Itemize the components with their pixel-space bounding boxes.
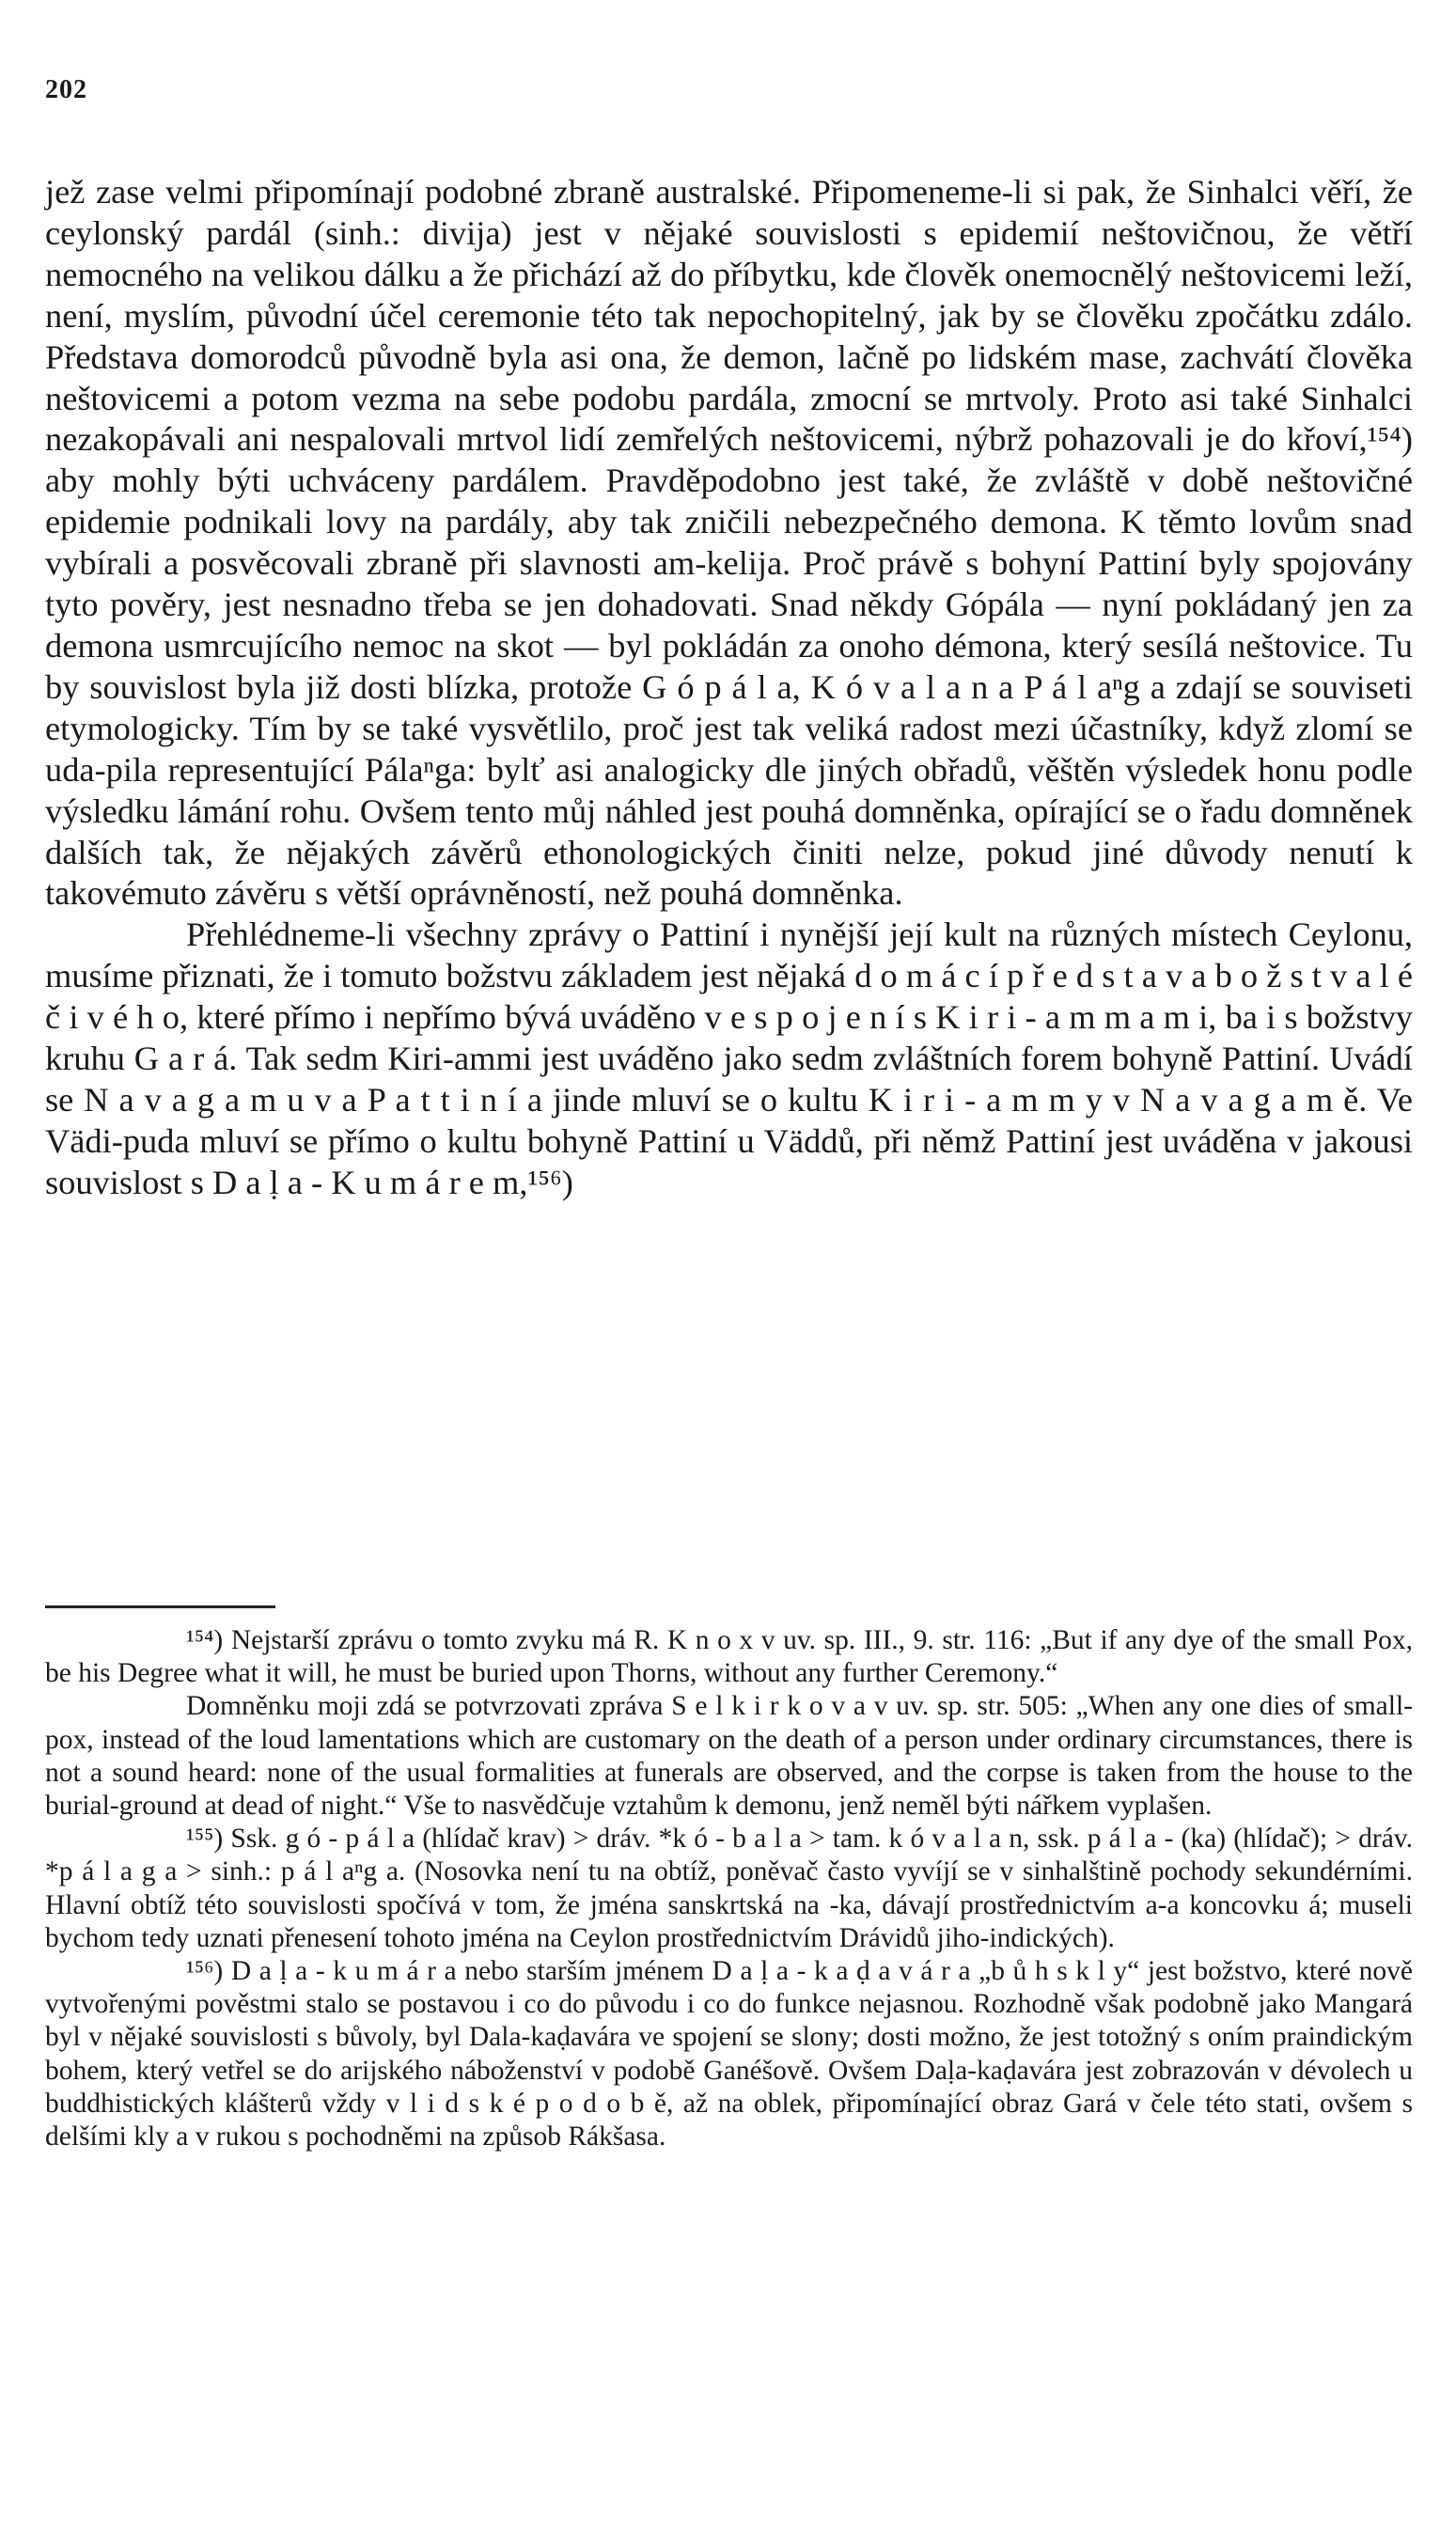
paragraph: Přehlédneme-li všechny zprávy o Pattiní i nynější její kult na různých místech Ceylonu, musíme přiznati, že i tomuto božstvu základem jest nějaká d o m á c í p ř e d s t a v a b o ž s t v a l é č i v é h o, které přímo i nepřímo bývá uváděno v e s p o j e n í s K i r i - a m m a m i, ba i s božstvy kruhu G a r á. Tak sedm Kiri-ammi jest uváděno jako sedm zvláštních forem bohyně Pattiní. Uvádí se N a v a g a m u v a P a t t i n í a jinde mluví se o kultu K i r i - a m m y v N a v a g a m ě. Ve Vädi-puda mluví se přímo o kultu bohyně Pattiní u Väddů, při němž Pattiní jest uváděna v jakousi souvislost s D a ḷ a - K u m á r e m,¹⁵⁶) bbox=[45, 916, 1413, 1201]
footnotes bbox=[45, 1624, 1413, 2153]
main-text bbox=[45, 172, 1413, 1204]
paragraph: jež zase velmi připomínají podobné zbraně australské. Připomeneme-li si pak, že Sinhalci věří, že ceylonský pardál (sinh.: divija) jest v nějaké souvislosti s epidemií neštovičnou, že větří nemocného na velikou dálku a že přichází až do příbytku, kde člověk onemocnělý neštovicemi leží, není, myslím, původní účel ceremonie této tak nepochopitelný, jak by se člověku zpočátku zdálo. Představa domorodců původně byla asi ona, že demon, lačně po lidském mase, zachvátí člověka neštovicemi a potom vezma na sebe podobu pardála, zmocní se mrtvoly. Proto asi také Sinhalci nezakopávali ani nespalovali mrtvol lidí zemřelých neštovicemi, nýbrž pohazovali je do křoví,¹⁵⁴) aby mohly býti uchváceny pardálem. Pravděpodobno jest také, že zvláště v době neštovičné epidemie podnikali lovy na pardály, aby tak zničili nebezpečného demona. K těmto lovům snad vybírali a posvěcovali zbraně při slavnosti am-kelija. Proč právě s bohyní Pattiní byly spojovány tyto pověry, jest nesnadno třeba se jen dohadovati. Snad někdy Gópála — nyní pokládaný jen za demona usmrcujícího nemoc na skot — byl pokládán za onoho démona, který sesílá neštovice. Tu by souvislost byla již dosti blízka, protože G ó p á l a, K ó v a l a n a P á l aⁿg a zdají se souviseti etymologicky. Tím by se také vysvětlilo, proč jest tak veliká radost mezi účastníky, když zlomí se uda-pila representující Pálaⁿga: bylť asi analogicky dle jiných obřadů, věštěn výsledek honu podle výsledku lámání rohu. Ovšem tento můj náhled jest pouhá domněnka, opírající se o řadu domněnek dalších tak, že nějakých závěrů ethonologických činiti nelze, pokud jiné důvody nenutí k takovémuto závěru s větší oprávněností, než pouhá domněnka. bbox=[45, 173, 1413, 913]
footnote-154: ¹⁵⁴) Nejstarší zprávu o tomto zvyku má R. K n o x v uv. sp. III., 9. str. 116: „But if any dye of the small Pox, be his Degree what it will, he must be buried upon Thorns, without any further Ceremony.“ bbox=[45, 1625, 1413, 1689]
footnote-divider bbox=[45, 1605, 275, 1608]
footnote-155: ¹⁵⁵) Ssk. g ó - p á l a (hlídač krav) > dráv. *k ó - b a l a > tam. k ó v a l a n, ssk. p á l a - (ka) (hlídač); > dráv. *p á l a g a > sinh.: p á l aⁿg a. (Nosovka není tu na obtíž, poněvač často vyvíjí se v sinhalštině pochody sekundérními. Hlavní obtíž této souvislosti spočívá v tom, že jména sanskrtská na -ka, dávají prostřednictvím a-a koncovku á; museli bychom tedy uznati přenesení tohoto jména na Ceylon prostřednictvím Drávidů jiho-indických). bbox=[45, 1824, 1413, 1953]
footnote-156: ¹⁵⁶) D a ḷ a - k u m á r a nebo starším jménem D a ḷ a - k a ḍ a v á r a „b ů h s k l y“ jest božstvo, které nově vytvořenými pověstmi stalo se postavou i co do původu i co do funkce nejasnou. Rozhodně však podobně jako Mangará byl v nějaké souvislosti s bůvoly, byl Dala-kaḍavára ve spojení se slony; dosti možno, že jest totožný s oním praindickým bohem, který vetřel se do arijského náboženství v podobě Ganéšově. Ovšem Daḷa-kaḍavára jest zobrazován v dévolech u buddhistických klášterů vždy v l i d s k é p o d o b ě, až na oblek, připomínající obraz Gará v čele této stati, ovšem s delšími kly a v rukou s pochodněmi na způsob Rákšasa. bbox=[45, 1956, 1413, 2152]
page-number: 202 bbox=[45, 75, 87, 104]
footnote-154-continuation: Domněnku moji zdá se potvrzovati zpráva S e l k i r k o v a v uv. sp. str. 505: „When any one dies of small-pox, instead of the loud lamentations which are customary on the death of a person under ordinary circumstances, there is not a sound heard: none of the usual formalities at funerals are observed, and the corpse is taken from the house to the burial-ground at dead of night.“ Vše to nasvědčuje vztahům k demonu, jenž neměl býti nářkem vyplašen. bbox=[45, 1691, 1413, 1822]
